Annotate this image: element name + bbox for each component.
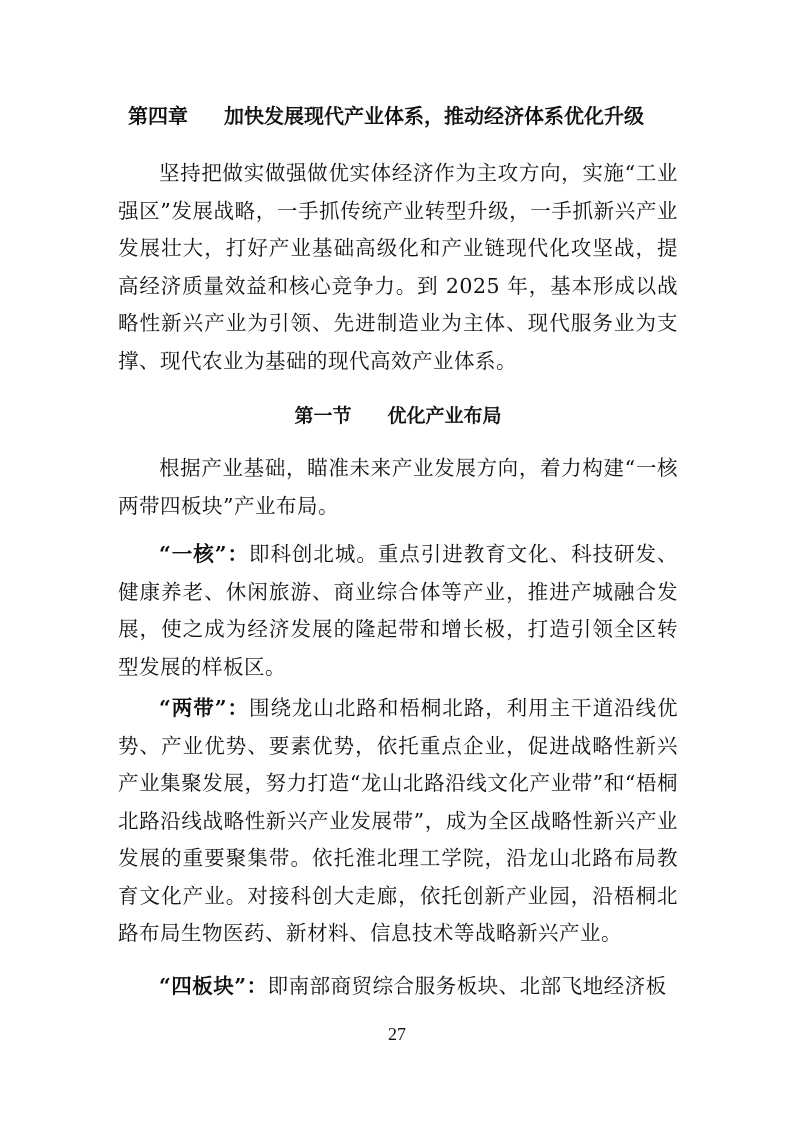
section-title: 优化产业布局 [387, 405, 502, 427]
paragraph-text: 围绕龙山北路和梧桐北路，利用主干道沿线优势、产业优势、要素优势，依托重点企业，促进战略性新兴产业集聚发展，努力打造“龙山北路沿线文化产业带”和“梧桐北路沿线战略性新兴产业发展带”，成为全区战略性新兴产业发展的重要聚集带。依托淮北理工学院，沿龙山北路布局教育文化产业。对接科创大走廊，依托创新产业园，沿梧桐北路布局生物医药、新材料、信息技术等战略新兴产业。 [118, 696, 678, 945]
section-heading [118, 400, 678, 432]
paragraph-text: 即南部商贸综合服务板块、北部飞地经济板 [267, 974, 667, 998]
paragraph-text: 根据产业基础，瞄准未来产业发展方向，着力构建“一核两带四板块”产业布局。 [118, 456, 678, 518]
two-belts-paragraph [118, 690, 678, 953]
paragraph-text: 即科创北城。重点引进教育文化、科技研发、健康养老、休闲旅游、商业综合体等产业，推进产城融合发展，使之成为经济发展的隆起带和增长极，打造引领全区转型发展的样板区。 [118, 542, 678, 679]
chapter-title: 加快发展现代产业体系，推动经济体系优化升级 [224, 104, 644, 128]
page-number: 27 [388, 1024, 406, 1044]
chapter-number: 第四章 [128, 104, 188, 128]
layout-overview-paragraph [118, 450, 678, 525]
paragraph-lead: “一核”： [159, 542, 249, 566]
one-core-paragraph [118, 536, 678, 686]
paragraph-lead: “四板块”： [159, 974, 268, 998]
paragraph-lead: “两带”： [159, 696, 249, 720]
section-number: 第一节 [294, 405, 352, 427]
intro-paragraph: 坚持把做实做强做优实体经济作为主攻方向，实施“工业强区”发展战略，一手抓传统产业转型升级，一手抓新兴产业发展壮大，打好产业基础高级化和产业链现代化攻坚战，提高经济质量效益和核心竞争力。到 2025 年，基本形成以战略性新兴产业为引领、先进制造业为主体、现代服务业为支撑、现代农业为基础的现代高效产业体系。 [118, 161, 678, 373]
chapter-heading [128, 100, 688, 132]
four-blocks-paragraph [118, 968, 678, 1006]
